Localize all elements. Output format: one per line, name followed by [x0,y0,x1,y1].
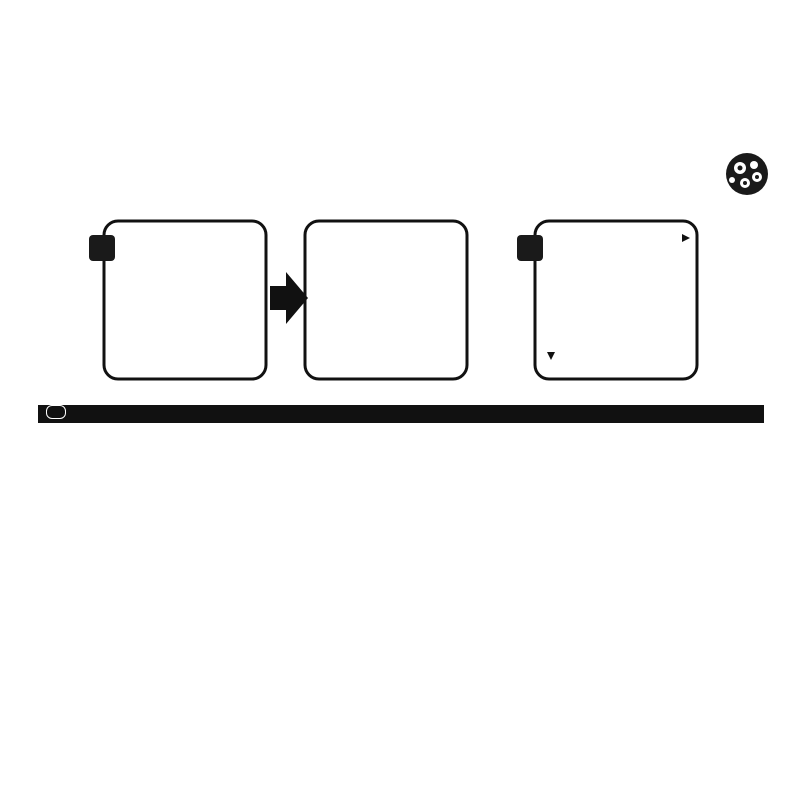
illustration-net-square [302,218,470,382]
brand-logo [560,150,770,200]
paw-emblem-icon [723,150,771,198]
illustration-net-bunched [101,218,269,382]
instructions-body [38,431,764,443]
step-number-badge [89,235,115,261]
language-badge [46,405,66,419]
illustration-net-laced [532,218,700,382]
step-number-badge [517,235,543,261]
section-header [38,405,764,423]
